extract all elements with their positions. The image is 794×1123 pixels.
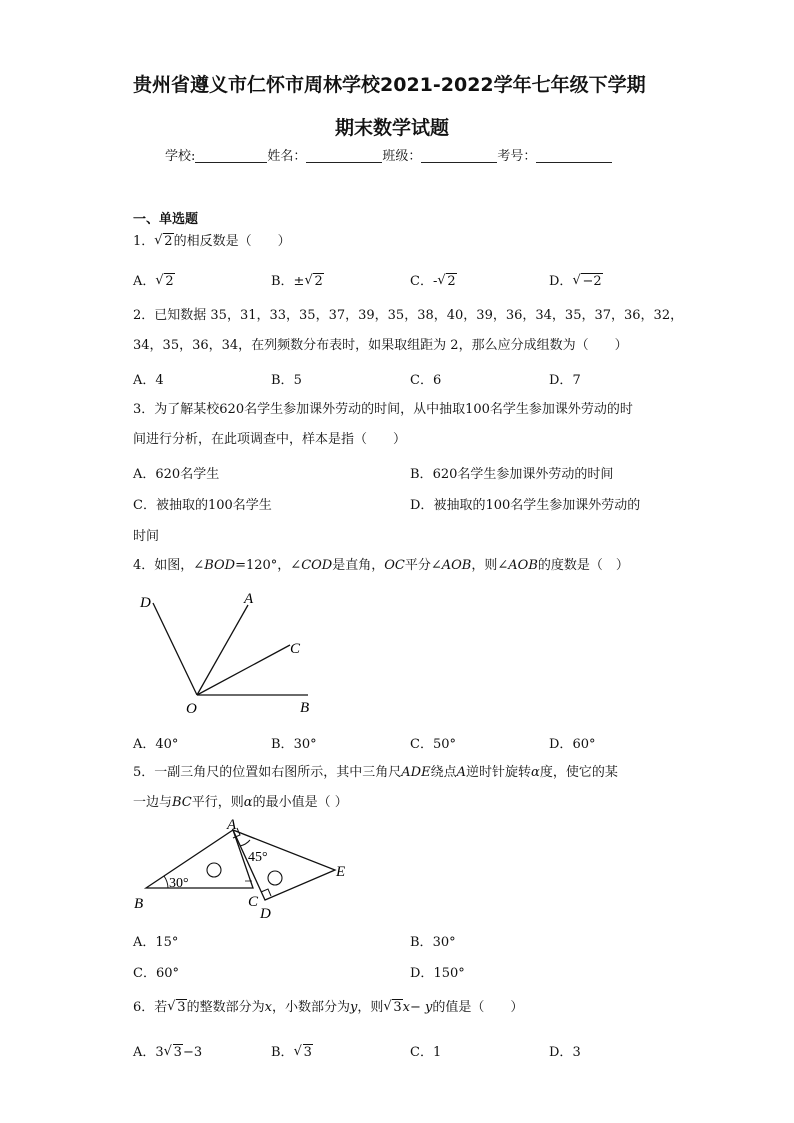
question-6-option-b[interactable]: B．√ 3 — [271, 1041, 313, 1060]
label-d: D — [260, 906, 271, 922]
question-5-stem-line1: 5．一副三角尺的位置如右图所示，其中三角尺ADE绕点A逆时针旋转α度，使它的某 — [133, 765, 618, 780]
question-3-option-c[interactable]: C．被抽取的100名学生 — [133, 498, 272, 513]
question-1-option-c[interactable]: C．-√ 2 — [410, 270, 457, 289]
sqrt-symbol: √ 2 — [154, 233, 173, 251]
question-3-option-d[interactable]: D．被抽取的100名学生参加课外劳动的 — [410, 498, 641, 513]
question-4-option-b[interactable]: B．30° — [271, 737, 317, 752]
name-blank[interactable] — [306, 148, 382, 163]
label-e: E — [336, 864, 346, 880]
question-3-option-d-continued: 时间 — [133, 529, 160, 544]
triangle-ruler-figure — [130, 818, 360, 928]
question-1-stem: 1．√ 2的相反数是（ ） — [133, 233, 291, 251]
label-o: O — [186, 701, 197, 717]
label-d: D — [140, 595, 151, 611]
question-3-stem-line2: 间进行分析，在此项调查中，样本是指（ ） — [133, 432, 407, 447]
question-6-option-a[interactable]: A．3√ 3−3 — [133, 1041, 202, 1060]
question-5-option-c[interactable]: C．60° — [133, 966, 179, 981]
label-b: B — [134, 896, 144, 912]
question-1-option-a[interactable]: A．√ 2 — [133, 270, 175, 289]
angle-label-45: 45° — [248, 850, 268, 865]
question-5-option-d[interactable]: D．150° — [410, 966, 465, 981]
question-1-option-d[interactable]: D．√ −2 — [549, 270, 603, 289]
question-3-option-a[interactable]: A．620名学生 — [133, 467, 220, 482]
question-2-option-a[interactable]: A．4 — [133, 373, 164, 388]
question-3-option-b[interactable]: B．620名学生参加课外劳动的时间 — [410, 467, 614, 482]
label-a: A — [244, 591, 254, 607]
exam-no-blank[interactable] — [536, 148, 612, 163]
school-label: 学校: — [165, 149, 196, 164]
question-5-option-a[interactable]: A．15° — [133, 935, 179, 950]
question-4-option-a[interactable]: A．40° — [133, 737, 179, 752]
section-heading: 一、单选题 — [133, 212, 199, 227]
question-2-option-d[interactable]: D．7 — [549, 373, 581, 388]
question-2-option-c[interactable]: C．6 — [410, 373, 442, 388]
label-c: C — [248, 894, 259, 910]
school-blank[interactable] — [195, 148, 267, 163]
question-1-option-b[interactable]: B．±√ 2 — [271, 270, 324, 289]
question-2-stem-line1: 2．已知数据 35，31，33，35，37，39，35，38，40，39，36，34，35，37，36，32， — [133, 308, 684, 323]
question-4-option-c[interactable]: C．50° — [410, 737, 456, 752]
question-3-stem-line1: 3．为了解某校620名学生参加课外劳动的时间，从中抽取100名学生参加课外劳动的时 — [133, 402, 633, 417]
question-6-option-c[interactable]: C．1 — [410, 1045, 442, 1060]
label-c: C — [290, 641, 301, 657]
question-2-option-b[interactable]: B．5 — [271, 373, 302, 388]
question-5-option-b[interactable]: B．30° — [410, 935, 456, 950]
student-info-row — [165, 145, 612, 164]
question-4-stem: 4．如图，∠BOD=120°，∠COD是直角，OC平分∠AOB，则∠AOB的度数是（ ） — [133, 558, 629, 573]
question-6-option-d[interactable]: D．3 — [549, 1045, 581, 1060]
question-6-stem: 6．若√ 3的整数部分为x，小数部分为y，则√ 3x− y的值是（ ） — [133, 999, 523, 1017]
name-label: 姓名： — [267, 149, 307, 164]
question-5-stem-line2: 一边与BC平行，则α的最小值是（ ） — [133, 795, 348, 810]
question-2-stem-line2: 34，35，36，34，在列频数分布表时，如果取组距为 2，那么应分成组数为（ ） — [133, 338, 628, 353]
class-blank[interactable] — [421, 148, 497, 163]
ruler-hole-2 — [268, 871, 282, 885]
angle-label-30: 30° — [169, 876, 189, 891]
exam-no-label: 考号： — [497, 149, 537, 164]
class-label: 班级： — [382, 149, 422, 164]
angle-figure — [130, 585, 330, 720]
angle-arc-30 — [164, 876, 168, 888]
exam-title-line1: 贵州省遵义市仁怀市周林学校2021-2022学年七年级下学期 — [133, 74, 646, 96]
angle-arc-45 — [240, 840, 250, 846]
exam-title-line2: 期末数学试题 — [335, 117, 450, 139]
ray-od — [153, 603, 197, 695]
question-4-option-d[interactable]: D．60° — [549, 737, 596, 752]
label-b: B — [300, 700, 310, 716]
label-a: A — [227, 818, 237, 833]
triangle-ade — [233, 830, 335, 900]
ruler-hole-1 — [207, 863, 221, 877]
